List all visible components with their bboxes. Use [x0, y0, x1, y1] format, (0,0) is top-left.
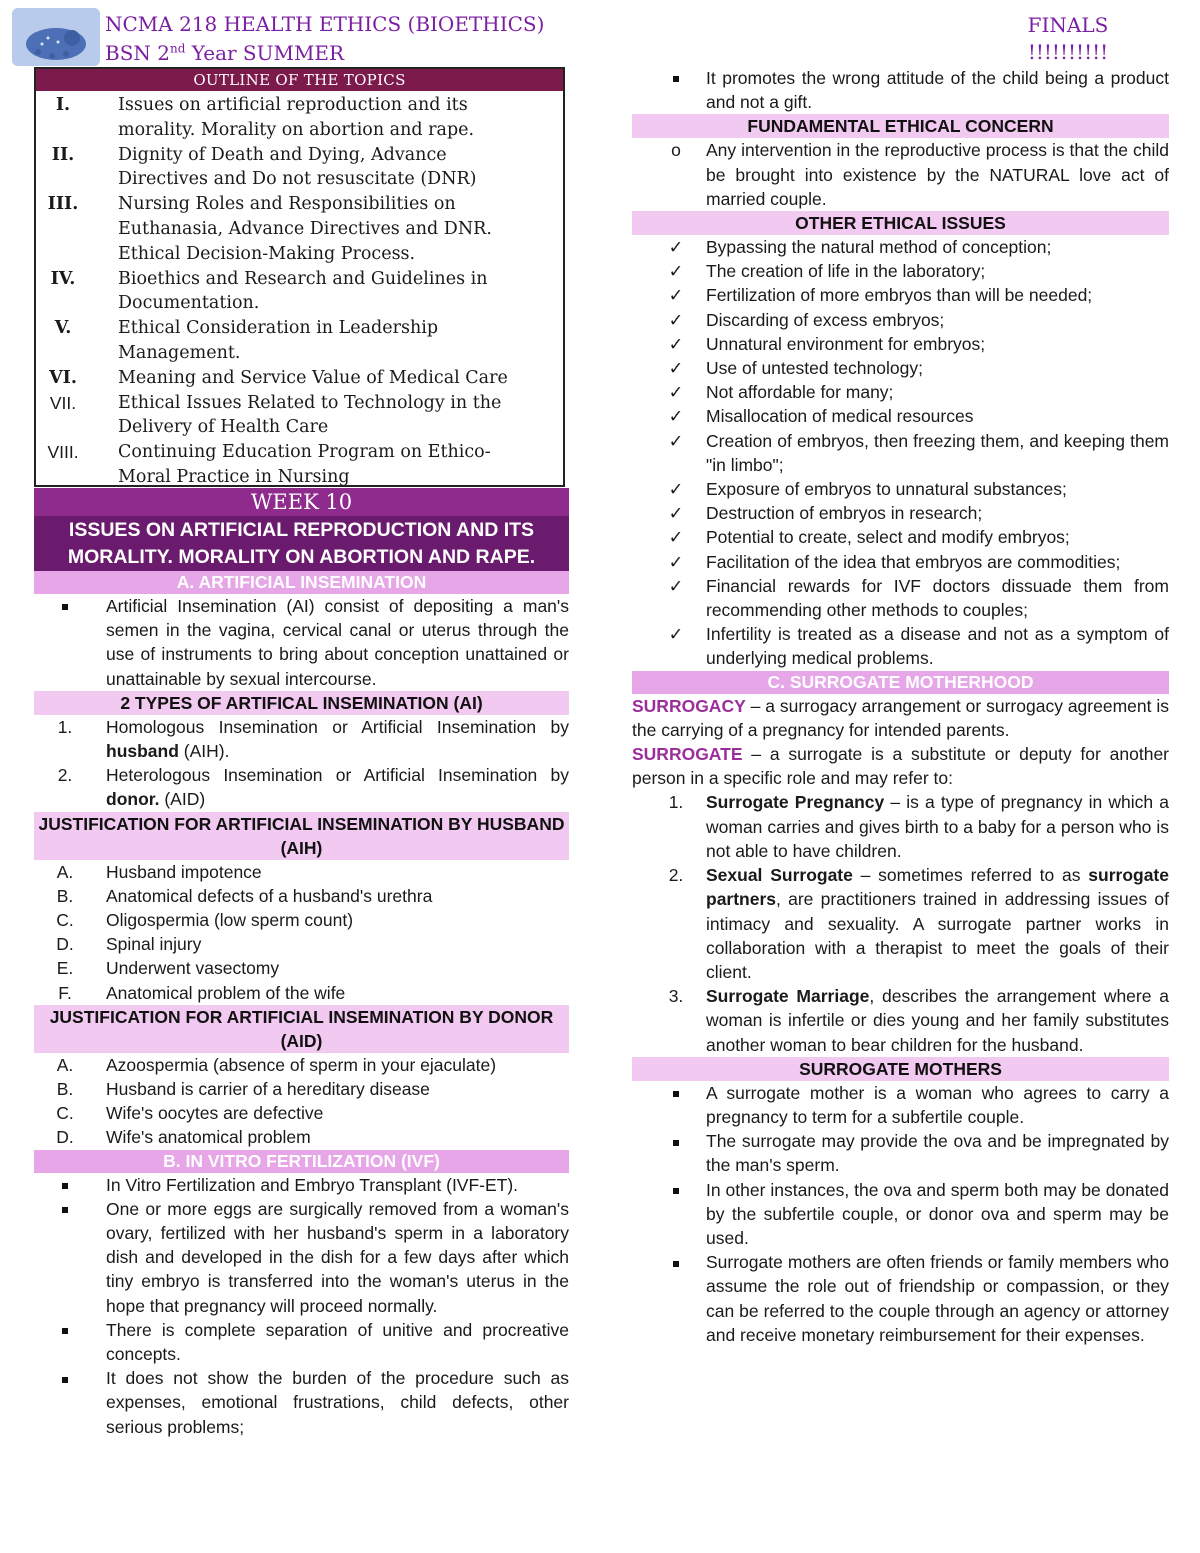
subheading-surrogate-mothers: SURROGATE MOTHERS — [632, 1057, 1169, 1081]
checkmark-icon: ✓ — [668, 261, 684, 282]
outline-item: VII. Ethical Issues Related to Technology in the Delivery of Health Care — [49, 392, 502, 438]
checkmark-icon: ✓ — [668, 237, 684, 258]
list-item: ✓ Financial rewards for IVF doctors dissuade them from recommending other methods to couples; — [632, 574, 1169, 622]
list-item: 3. Surrogate Marriage, describes the arrangement where a woman is infertile or dies young and her family substitutes another woman to bear children for the husband. — [668, 986, 1169, 1055]
outline-item: IV. Bioethics and Research and Guidelines in Documentation. — [50, 268, 488, 314]
list-item: ✓ Potential to create, select and modify embryos; — [632, 525, 1169, 549]
surrogate-definition: SURROGATE – a surrogate is a substitute or deputy for another person in a specific role and may refer to: — [632, 744, 1169, 789]
surrogacy-definition: SURROGACY – a surrogacy arrangement or surrogacy agreement is the carrying of a pregnancy for intended parents. — [632, 695, 1169, 740]
finals-label: FINALS !!!!!!!!!! — [1027, 13, 1109, 64]
subheading-ai-types: 2 TYPES OF ARTIFICAL INSEMINATION (AI) — [34, 691, 569, 715]
checkmark-icon: ✓ — [668, 382, 684, 403]
main-topic-heading: ISSUES ON ARTIFICIAL REPRODUCTION AND ITS MORALITY. MORALITY ON ABORTION AND RAPE. — [34, 516, 569, 571]
year-subtitle: BSN 2nd Year SUMMER — [105, 41, 345, 65]
checkmark-icon: ✓ — [668, 309, 684, 330]
list-item: D. Spinal injury — [56, 934, 202, 955]
bullet-icon — [34, 594, 96, 618]
bullet-icon — [34, 1318, 96, 1342]
list-item: C. Wife's oocytes are defective — [56, 1103, 324, 1124]
subheading-aih: JUSTIFICATION FOR ARTIFICIAL INSEMINATION BY HUSBAND (AIH) — [34, 812, 569, 860]
left-column — [34, 488, 569, 1439]
list-item: ✓ Use of untested technology; — [632, 356, 1169, 380]
list-item: ✓ Facilitation of the idea that embryos are commodities; — [632, 550, 1169, 574]
list-item: ✓ Discarding of excess embryos; — [632, 308, 1169, 332]
week-banner: WEEK 10 — [34, 488, 569, 516]
list-item: C. Oligospermia (low sperm count) — [56, 910, 354, 931]
circle-bullet-icon: o — [671, 140, 681, 161]
list-item: Artificial Insemination (AI) consist of depositing a man's semen in the vagina, cervical canal or uterus through the use of instruments to bring about conception unattained or unattainable by sexual intercourse. — [34, 594, 569, 691]
bullet-icon — [632, 1129, 720, 1153]
other-issues-list — [632, 235, 1169, 671]
list-item: ✓ Exposure of embryos to unnatural substances; — [632, 477, 1169, 501]
section-heading-surrogate: C. SURROGATE MOTHERHOOD — [632, 671, 1169, 694]
list-item: A. Azoospermia (absence of sperm in your ejaculate) — [56, 1054, 497, 1075]
outline-item: I. Issues on artificial reproduction and its morality. Morality on abortion and rape. — [55, 95, 475, 140]
checkmark-icon: ✓ — [668, 406, 684, 427]
list-item: ✓ Bypassing the natural method of conception; — [632, 235, 1169, 259]
subheading-fundamental-concern: FUNDAMENTAL ETHICAL CONCERN — [632, 114, 1169, 138]
list-item: ✓ Fertilization of more embryos than will be needed; — [632, 283, 1169, 307]
bullet-icon — [34, 1197, 96, 1221]
list-item: B. Anatomical defects of a husband's urethra — [56, 885, 433, 906]
checkmark-icon: ✓ — [668, 358, 684, 379]
list-item: ✓ Creation of embryos, then freezing them, and keeping them "in limbo"; — [632, 429, 1169, 477]
logo-image — [12, 8, 100, 66]
list-item: D. Wife's anatomical problem — [56, 1127, 311, 1148]
list-item: ✓ The creation of life in the laboratory; — [632, 259, 1169, 283]
list-item: 1. Homologous Insemination or Artificial Insemination by husband (AIH). — [57, 716, 569, 762]
list-item: The surrogate may provide the ova and be impregnated by the man's sperm. — [632, 1129, 1169, 1177]
list-item: ✓ Destruction of embryos in research; — [632, 501, 1169, 525]
list-item: It does not show the burden of the procedure such as expenses, emotional frustrations, child defects, other serious problems; — [34, 1366, 569, 1439]
section-heading-ai: A. ARTIFICIAL INSEMINATION — [34, 571, 569, 594]
subheading-other-issues: OTHER ETHICAL ISSUES — [632, 211, 1169, 235]
list-item: It promotes the wrong attitude of the child being a product and not a gift. — [632, 66, 1169, 114]
bullet-icon — [632, 66, 720, 90]
checkmark-icon: ✓ — [668, 503, 684, 524]
checkmark-icon: ✓ — [668, 575, 684, 596]
bullet-icon — [632, 1250, 720, 1274]
bullet-icon — [632, 1081, 720, 1105]
section-heading-ivf: B. IN VITRO FERTILIZATION (IVF) — [34, 1150, 569, 1173]
list-item: ✓ Not affordable for many; — [632, 380, 1169, 404]
outline-box — [34, 67, 565, 487]
list-item: In Vitro Fertilization and Embryo Transplant (IVF-ET). — [34, 1173, 569, 1197]
checkmark-icon: ✓ — [668, 624, 684, 645]
list-item: There is complete separation of unitive and procreative concepts. — [34, 1318, 569, 1366]
list-item: E. Underwent vasectomy — [56, 958, 280, 979]
checkmark-icon: ✓ — [668, 430, 684, 451]
list-item: ✓ Infertility is treated as a disease and not as a symptom of underlying medical problems. — [632, 622, 1169, 670]
list-item: ✓ Unnatural environment for embryos; — [632, 332, 1169, 356]
list-item: One or more eggs are surgically removed from a woman's ovary, fertilized with her husband's sperm in a laboratory dish and developed in the dish for a few days after which tiny embryo is transferred into the woman's uterus in the hope that pregnancy will proceed normally. — [34, 1197, 569, 1318]
list-item: F. Anatomical problem of the wife — [58, 982, 346, 1003]
list-item: 1. Surrogate Pregnancy – is a type of pregnancy in which a woman carries and gives birth to a baby for a person who is not able to have children. — [668, 792, 1169, 861]
outline-item: III. Nursing Roles and Responsibilities on Euthanasia, Advance Directives and DNR. Ethical Decision-Making Process. — [47, 194, 492, 264]
list-item: ✓ Misallocation of medical resources — [632, 404, 1169, 428]
checkmark-icon: ✓ — [668, 551, 684, 572]
outline-heading: OUTLINE OF THE TOPICS — [36, 69, 563, 91]
list-item: 2. Sexual Surrogate – sometimes referred to as surrogate partners, are practitioners trained in addressing issues of intimacy and sexuality. A surrogate partner works in collaboration with a therapist to meet the goals of their client. — [668, 865, 1169, 982]
checkmark-icon: ✓ — [668, 479, 684, 500]
outline-item: II. Dignity of Death and Dying, Advance Directives and Do not resuscitate (DNR) — [51, 144, 477, 190]
subheading-aid: JUSTIFICATION FOR ARTIFICIAL INSEMINATION BY DONOR (AID) — [34, 1005, 569, 1053]
right-column — [632, 66, 1169, 1347]
list-item: B. Husband is carrier of a hereditary disease — [56, 1079, 430, 1100]
outline-item: VIII. Continuing Education Program on Ethico-Moral Practice in Nursing — [47, 442, 491, 487]
list-item: Surrogate mothers are often friends or family members who assume the role out of friendship or compassion, or they can be referred to the couple through an agency or attorney and receive monetary reimbursement for their expenses. — [632, 1250, 1169, 1347]
list-item: 2. Heterologous Insemination or Artificial Insemination by donor. (AID) — [57, 765, 569, 810]
list-item: o Any intervention in the reproductive process is that the child be brought into existence by the NATURAL love act of married couple. — [632, 138, 1169, 211]
list-item: A surrogate mother is a woman who agrees to carry a pregnancy to term for a subfertile couple. — [632, 1081, 1169, 1129]
bullet-icon — [34, 1173, 96, 1197]
outline-item: V. Ethical Consideration in Leadership Management. — [54, 318, 439, 363]
bullet-icon — [632, 1178, 720, 1202]
bullet-icon — [34, 1366, 96, 1390]
list-item: A. Husband impotence — [56, 861, 262, 882]
checkmark-icon: ✓ — [668, 285, 684, 306]
course-title: NCMA 218 HEALTH ETHICS (BIOETHICS) — [105, 12, 545, 36]
checkmark-icon: ✓ — [668, 333, 684, 354]
outline-item: VI. Meaning and Service Value of Medical Care — [49, 367, 508, 388]
list-item: In other instances, the ova and sperm both may be donated by the subfertile couple, or donor ova and sperm may be used. — [632, 1178, 1169, 1251]
checkmark-icon: ✓ — [668, 527, 684, 548]
